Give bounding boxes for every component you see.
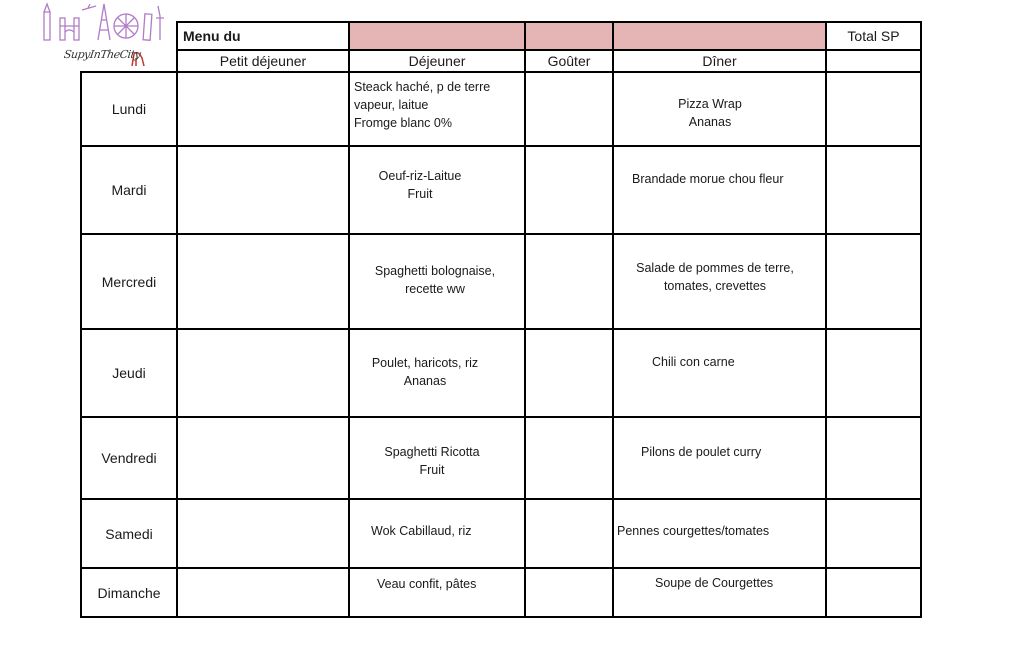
dinner-cell-dimanche[interactable]	[655, 574, 815, 592]
grid-line	[80, 567, 922, 569]
grid-line	[920, 21, 922, 618]
grid-line	[80, 145, 922, 147]
dinner-cell-vendredi[interactable]	[641, 443, 821, 461]
lunch-line: Wok Cabillaud, riz	[371, 524, 472, 538]
grid-line	[524, 21, 526, 618]
date-field-2[interactable]	[526, 23, 612, 49]
city-landmarks-logo-icon	[38, 0, 168, 50]
day-label-lundi: Lundi	[111, 101, 147, 117]
dinner-line: Ananas	[688, 115, 732, 129]
lunch-cell-lundi[interactable]	[354, 78, 524, 132]
column-header-dejeuner: Déjeuner	[408, 53, 466, 69]
lunch-line: Oeuf-riz-Laitue	[378, 169, 462, 183]
lunch-line: recette ww	[405, 282, 465, 296]
day-label-samedi: Samedi	[105, 525, 153, 542]
day-label-vendredi: Vendredi	[101, 450, 157, 466]
grid-line	[80, 328, 922, 330]
logo-caption: SupyInTheCity	[63, 48, 142, 61]
lunch-line: vapeur, laitue	[354, 98, 429, 112]
grid-line	[176, 21, 178, 618]
lunch-line: Veau confit, pâtes	[377, 577, 477, 591]
dinner-line: Chili con carne	[652, 355, 735, 369]
dinner-line: Brandade morue chou fleur	[632, 172, 784, 186]
dinner-cell-mercredi[interactable]	[628, 259, 802, 295]
grid-line	[80, 71, 922, 73]
grid-line	[612, 21, 614, 618]
lunch-line: Fruit	[419, 463, 445, 477]
lunch-line: Fruit	[407, 187, 433, 201]
grid-line	[80, 616, 922, 618]
menu-title: Menu du	[183, 28, 241, 44]
grid-line	[825, 21, 827, 618]
dinner-cell-jeudi[interactable]	[652, 353, 802, 371]
lunch-line: Fromge blanc 0%	[354, 116, 452, 130]
dinner-cell-mardi[interactable]	[632, 170, 822, 188]
lunch-line: Spaghetti bolognaise,	[374, 264, 496, 278]
total-sp-header: Total SP	[847, 28, 900, 44]
lunch-cell-jeudi[interactable]	[355, 354, 495, 390]
date-field-1[interactable]	[350, 23, 524, 49]
date-field-3[interactable]	[614, 23, 825, 49]
city-landmarks-logo	[38, 0, 168, 72]
lunch-line: Steack haché, p de terre	[354, 80, 491, 94]
day-label-mercredi: Mercredi	[101, 273, 157, 290]
lunch-cell-dimanche[interactable]	[377, 575, 517, 593]
day-label-mardi: Mardi	[111, 182, 147, 198]
column-header-gouter: Goûter	[547, 53, 591, 69]
column-header-diner: Dîner	[702, 53, 737, 69]
dinner-line: tomates, crevettes	[663, 279, 767, 293]
dinner-line: Pennes courgettes/tomates	[617, 524, 770, 538]
lunch-cell-mardi[interactable]	[350, 167, 490, 203]
lunch-cell-mercredi[interactable]	[360, 262, 510, 298]
dinner-line: Pilons de poulet curry	[641, 445, 762, 459]
lunch-line: Spaghetti Ricotta	[384, 445, 480, 459]
lunch-cell-vendredi[interactable]	[362, 443, 502, 479]
grid-line	[348, 21, 350, 618]
lunch-line: Poulet, haricots, riz	[371, 356, 479, 370]
dinner-cell-samedi[interactable]	[617, 522, 817, 540]
column-header-petit-dejeuner: Petit déjeuner	[219, 53, 307, 69]
day-label-dimanche: Dimanche	[97, 584, 161, 601]
day-label-jeudi: Jeudi	[112, 365, 146, 381]
grid-line	[80, 233, 922, 235]
grid-line	[80, 498, 922, 500]
dinner-cell-lundi[interactable]	[640, 95, 780, 131]
lunch-line: Ananas	[403, 374, 447, 388]
grid-line	[80, 416, 922, 418]
dinner-line: Salade de pommes de terre,	[636, 261, 794, 275]
dinner-line: Soupe de Courgettes	[655, 576, 774, 590]
lunch-cell-samedi[interactable]	[371, 522, 521, 540]
dinner-line: Pizza Wrap	[678, 97, 742, 111]
